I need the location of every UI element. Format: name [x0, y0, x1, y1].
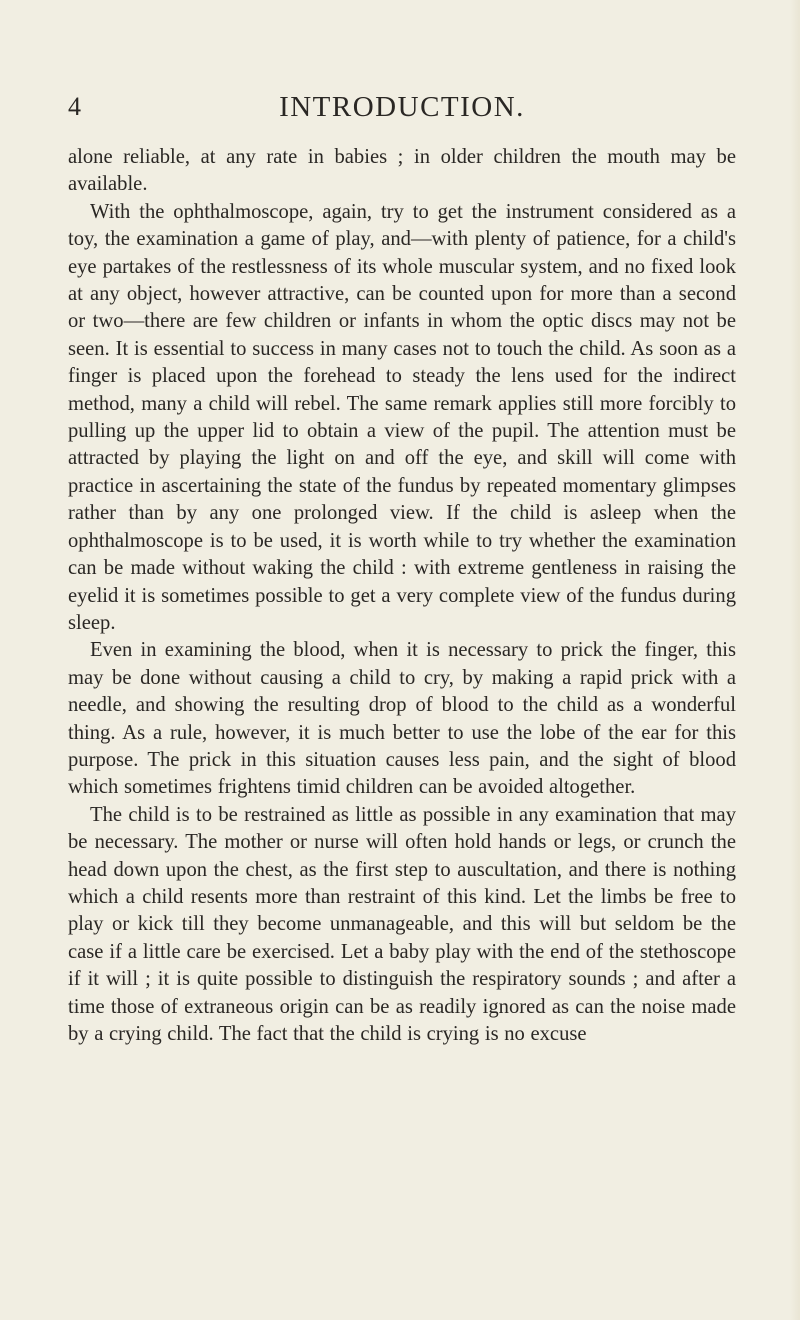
body-text — [68, 144, 736, 1048]
paragraph-restraint: The child is to be restrained as little as possible in any examination that may be necessary. The mother or nurse will often hold hands or legs, or crunch the head down upon the chest, as the first step to auscultation, and there is nothing which a child resents more than restraint of this kind. Let the limbs be free to play or kick till they become unmanageable, and this will but seldom be the case if a little care be exercised. Let a baby play with the end of the stethoscope if it will ; it is quite possible to distinguish the respiratory sounds ; and after a time those of extraneous origin can be as readily ignored as can the noise made by a crying child. The fact that the child is crying is no excuse — [68, 803, 736, 1045]
paragraph-continued: alone reliable, at any rate in babies ; in older children the mouth may be available. — [68, 146, 736, 196]
running-head — [68, 90, 736, 124]
chapter-title: INTRODUCTION. — [279, 91, 525, 123]
paragraph-blood-examination: Even in examining the blood, when it is necessary to prick the finger, this may be done without causing a child to cry, by making a rapid prick with a needle, and showing the resulting drop of blood to the child as a wonderful thing. As a rule, however, it is much better to use the lobe of the ear for this purpose. The prick in this situation causes less pain, and the sight of blood which sometimes frightens timid children can be avoided altogether. — [68, 639, 736, 799]
page-number: 4 — [68, 92, 81, 121]
page-edge — [790, 0, 800, 1320]
paragraph-ophthalmoscope: With the ophthalmoscope, again, try to get the instrument considered as a toy, the examination a game of play, and—with plenty of patience, for a child's eye partakes of the restlessness of its whole muscular system, and no fixed look at any object, however attractive, can be counted upon for more than a second or two—there are few children or infants in whom the optic discs may not be seen. It is essential to success in many cases not to touch the child. As soon as a finger is placed upon the forehead to steady the lens used for the indirect method, many a child will rebel. The same remark applies still more forcibly to pulling up the upper lid to obtain a view of the pupil. The attention must be attracted by playing the light on and off the eye, and skill will come with practice in ascertaining the state of the fundus by repeated momentary glimpses rather than by any one prolonged view. If the child is asleep when the ophthalmoscope is to be used, it is worth while to try whether the examination can be made without waking the child : with extreme gentleness in raising the eyelid it is sometimes possible to get a very complete view of the fundus during sleep. — [68, 200, 736, 634]
